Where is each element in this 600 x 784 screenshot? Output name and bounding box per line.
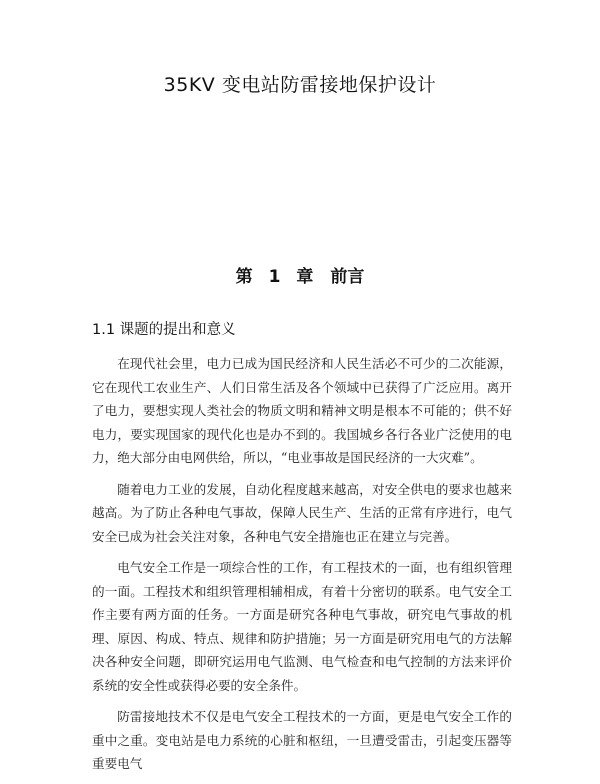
document-title: 35KV 变电站防雷接地保护设计 (163, 74, 437, 96)
paragraph: 电气安全工作是一项综合性的工作，有工程技术的一面，也有组织管理的一面。工程技术和组织管理相辅相成，有着十分密切的联系。电气安全工作主要有两方面的任务。一方面是研究各种电气事故，研究电气事故的机理、原因、构成、特点、规律和防护措施；另一方面是研究用电气的方法解决各种安全问题，即研究运用电气监测、电气检查和电气控制的方法来评价系统的安全性或获得必要的安全条件。 (92, 560, 512, 693)
section-title: 1.1 课题的提出和意义 (92, 322, 236, 338)
chapter-title: 第 1 章 前言 (235, 267, 365, 287)
paragraph: 防雷接地技术不仅是电气安全工程技术的一方面，更是电气安全工作的重中之重。变电站是电力系统的心脏和枢纽，一旦遭受雷击，引起变压器等重要电气 (92, 709, 512, 771)
body-text (92, 352, 512, 784)
paragraph: 在现代社会里，电力已成为国民经济和人民生活必不可少的二次能源，它在现代工农业生产、人们日常生活及各个领域中已获得了广泛应用。离开了电力，要想实现人类社会的物质文明和精神文明是根本不可能的；供不好电力，要实现国家的现代化也是办不到的。我国城乡各行各业广泛使用的电力，绝大部分由电网供给，所以，“电业事故是国民经济的一大灾难”。 (92, 356, 512, 465)
paragraph: 随着电力工业的发展，自动化程度越来越高，对安全供电的要求也越来越高。为了防止各种电气事故，保障人民生产、生活的正常有序进行，电气安全已成为社会关注对象，各种电气安全措施也正在建立与完善。 (92, 481, 512, 544)
